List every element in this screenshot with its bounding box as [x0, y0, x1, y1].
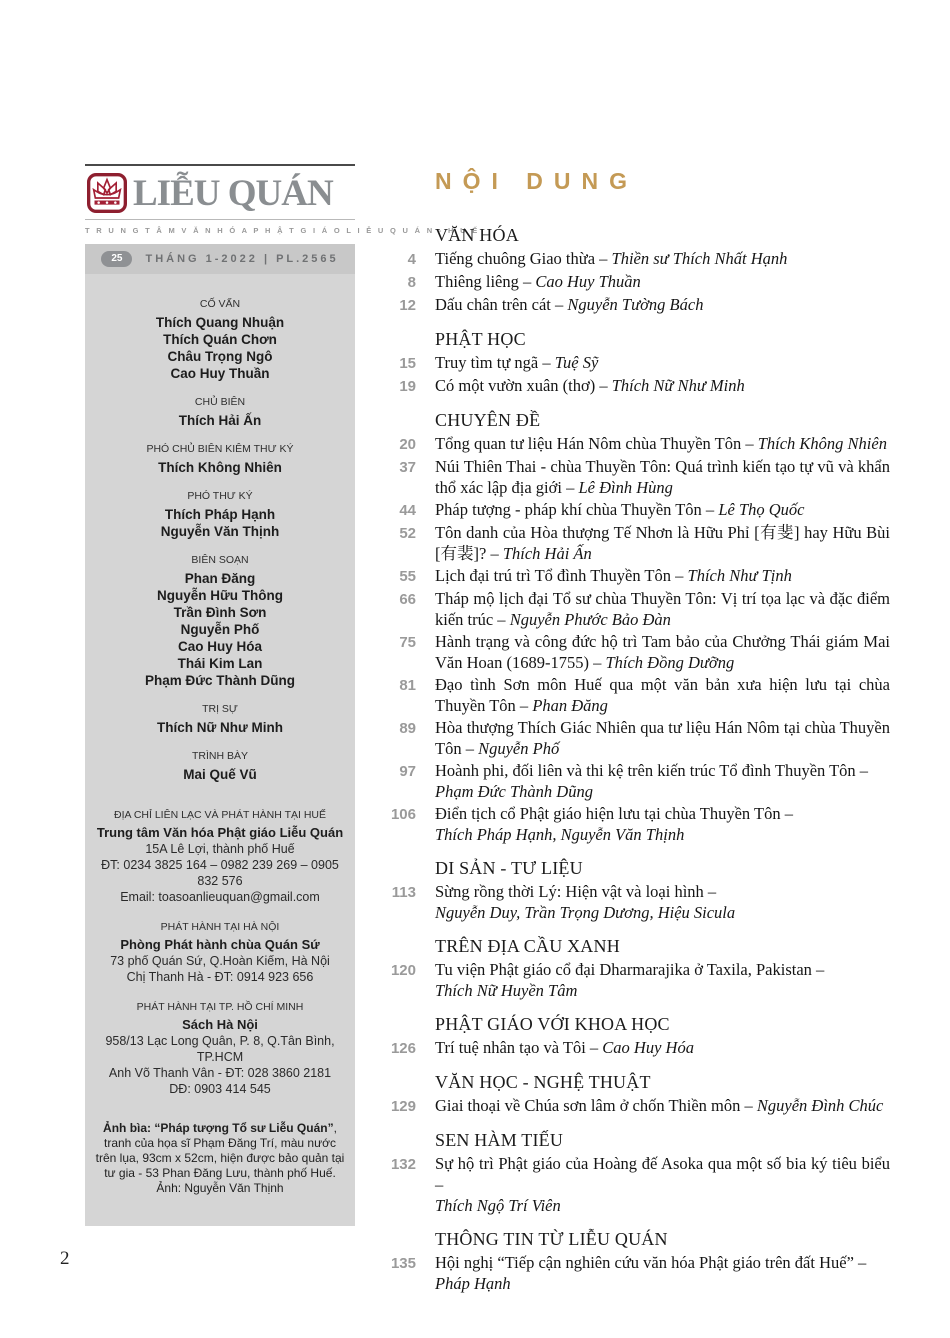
toc-entry-author: Nguyễn Phố [478, 739, 560, 758]
toc-entry [382, 717, 890, 759]
toc-entry-page-number: 89 [399, 720, 416, 737]
toc-entry-author: Nguyễn Đình Chúc [756, 1096, 884, 1115]
contact-line: Email: toasoanlieuquan@gmail.com [120, 890, 320, 904]
contact-label: PHÁT HÀNH TẠI TP. HỒ CHÍ MINH [136, 1001, 304, 1013]
toc-entry-text [435, 271, 890, 293]
toc-entry [382, 1095, 890, 1117]
toc-entry-page-number: 120 [390, 962, 416, 979]
toc-entry-page-number: 15 [399, 355, 416, 372]
toc-entry-author: Phạm Đức Thành Dũng [435, 782, 593, 801]
editorial-person-name: Thích Pháp Hạnh [164, 507, 276, 522]
editorial-person-name: Châu Trọng Ngô [167, 349, 273, 364]
toc-entry-title: Hoành phi, đối liên và thi kệ trên kiến trúc Tổ đình Thuyền Tôn – [435, 761, 869, 780]
toc-entry-page-number: 37 [399, 459, 416, 476]
editorial-group-label: TRỊ SỰ [202, 703, 238, 715]
toc-entry-text [435, 881, 890, 923]
toc-section [382, 410, 890, 845]
editorial-person-name: Thích Nữ Như Minh [156, 720, 284, 735]
toc-entry-title: Tu viện Phật giáo cổ đại Dharmarajika ở Taxila, Pakistan – [435, 960, 825, 979]
magazine-title: LIỄU QUÁN [133, 172, 333, 214]
toc-entry-page-number: 55 [399, 568, 416, 585]
contact-line: 958/13 Lạc Long Quân, P. 8, Q.Tân Bình, TP.HCM [105, 1034, 335, 1064]
toc-entry-author: Phan Đăng [532, 696, 608, 715]
contact-blocks [93, 809, 347, 1097]
editorial-person-name: Cao Huy Hóa [177, 639, 262, 654]
toc-section [382, 858, 890, 923]
toc-entry-title: Tiếng chuông Giao thừa – [435, 249, 608, 268]
toc-entry-author: Nguyễn Tường Bách [567, 295, 704, 314]
toc-entry-text [435, 588, 890, 630]
editorial-person-name: Thích Hải Ấn [178, 413, 262, 428]
contact-org-name: Trung tâm Văn hóa Phật giáo Liễu Quán [96, 825, 344, 840]
toc-entry [382, 499, 890, 521]
toc-entry-text [435, 803, 890, 845]
contact-block [93, 809, 347, 905]
toc-entry-title: Tôn danh của Hòa thượng Tế Nhơn là Hữu Phỉ [有斐] hay Hữu Bùi [有裴]? – [435, 523, 890, 563]
editorial-person-name: Nguyễn Văn Thịnh [160, 524, 280, 539]
toc-entry-author: Thích Nữ Huyền Tâm [435, 981, 578, 1000]
toc-section-heading: TRÊN ĐỊA CẦU XANH [435, 936, 620, 956]
toc-entry-author: Cao Huy Thuần [535, 272, 641, 291]
toc-entry-page-number: 81 [399, 677, 416, 694]
editorial-person-name: Thích Quán Chơn [163, 332, 277, 347]
toc-section [382, 1229, 890, 1294]
toc-entry-page-number: 132 [390, 1156, 416, 1173]
toc-entry [382, 294, 890, 316]
toc-entry-title: Có một vườn xuân (thơ) – [435, 376, 608, 395]
contact-line: 73 phố Quán Sứ, Q.Hoàn Kiếm, Hà Nội [110, 954, 330, 968]
toc-entry-text [435, 375, 890, 397]
toc-entry-title: Dấu chân trên cát – [435, 295, 564, 314]
toc-entry-title: Núi Thiên Thai - chùa Thuyền Tôn: Quá trình kiến tạo tự vũ và khẩn thổ xác lập địa giới – [435, 457, 890, 497]
toc-entry-text [435, 565, 890, 587]
toc-entry-text [435, 1153, 890, 1216]
toc-entry-author: Thích Hải Ấn [502, 544, 592, 563]
toc-entry-page-number: 19 [399, 378, 416, 395]
toc-entry-author: Tuệ Sỹ [554, 353, 599, 372]
toc-entry-page-number: 129 [390, 1098, 416, 1115]
toc-entry-title: Truy tìm tự ngã – [435, 353, 551, 372]
toc-section-heading: SEN HÀM TIẾU [435, 1130, 564, 1150]
toc-entry-text [435, 456, 890, 498]
toc-entry-title: Sự hộ trì Phật giáo của Hoàng đế Asoka qua một số bia ký tiêu biểu – [435, 1154, 890, 1194]
toc-entry [382, 803, 890, 845]
contact-line: ĐT: 0234 3825 164 – 0982 239 269 – 0905 832 576 [101, 858, 339, 888]
toc-entry-author: Thích Như Tịnh [687, 566, 792, 585]
toc-entry-author: Thích Pháp Hạnh, Nguyễn Văn Thịnh [435, 825, 685, 844]
toc-entry-page-number: 135 [390, 1255, 416, 1272]
toc-entry [382, 1252, 890, 1294]
toc-entry-author: Thiền sư Thích Nhất Hạnh [611, 249, 788, 268]
contact-line: Chị Thanh Hà - ĐT: 0914 923 656 [126, 970, 314, 984]
toc-entry-text [435, 1095, 890, 1117]
toc-section-heading: DI SẢN - TƯ LIỆU [435, 858, 583, 878]
contact-line: DĐ: 0903 414 545 [169, 1082, 271, 1096]
toc-entry-title: Điển tịch cổ Phật giáo hiện lưu tại chùa Thuyền Tôn – [435, 804, 793, 823]
toc-entry-text [435, 760, 890, 802]
toc-entry-author: Lê Thọ Quốc [718, 500, 805, 519]
toc-entry-page-number: 8 [407, 274, 416, 291]
toc-entry [382, 271, 890, 293]
toc-section-heading: VĂN HỌC - NGHỆ THUẬT [435, 1072, 651, 1092]
editorial-group-label: PHÓ THƯ KÝ [187, 490, 253, 502]
editorial-person-name: Cao Huy Thuần [170, 366, 270, 381]
toc-entry [382, 1037, 890, 1059]
magazine-tagline: T R U N G T Â M V Ă N H Ó A P H Ậ T G I Á O L I Ễ U Q U Á N - H U Ế [85, 226, 480, 235]
editorial-person-name: Mai Quế Vũ [183, 767, 257, 782]
toc-entry-page-number: 20 [399, 436, 416, 453]
editorial-person-name: Phan Đăng [184, 571, 256, 586]
editorial-group [93, 554, 347, 689]
logo [85, 171, 355, 217]
toc-entry-title: Tháp mộ lịch đại Tổ sư chùa Thuyền Tôn: Vị trí tọa lạc và đặc điểm kiến trúc – [435, 589, 890, 629]
contact-label: ĐỊA CHỈ LIÊN LẠC VÀ PHÁT HÀNH TẠI HUẾ [114, 809, 326, 821]
contents-title: NỘI DUNG [435, 168, 638, 194]
contact-line: Anh Võ Thanh Vân - ĐT: 028 3860 2181 [108, 1066, 332, 1080]
cover-caption-bold: Ảnh bìa: “Pháp tượng Tổ sư Liễu Quán” [103, 1121, 334, 1135]
toc-section [382, 936, 890, 1001]
cover-caption-rest: , tranh của họa sĩ Phạm Đăng Trí, màu nước trên lụa, 93cm x 52cm, hiện được bảo quản tại tư gia - 53 Phan Đăng Lưu, thành phố Huế. Ảnh: Nguyễn Văn Thịnh [95, 1121, 345, 1195]
toc-entry-text [435, 499, 890, 521]
toc-entry-page-number: 126 [390, 1040, 416, 1057]
editorial-person-name: Phạm Đức Thành Dũng [144, 673, 296, 688]
toc-entry [382, 760, 890, 802]
toc-entry-text [435, 294, 890, 316]
toc-entry-text [435, 674, 890, 716]
cover-caption [93, 1121, 347, 1196]
issue-strip [85, 244, 355, 274]
toc-entry-title: Đạo tình Sơn môn Huế qua một văn bản xưa hiện lưu tại chùa Thuyền Tôn – [435, 675, 890, 715]
toc-entry-page-number: 44 [399, 502, 416, 519]
toc-entry-title: Hành trạng và công đức hộ trì Tam bảo của Chưởng Thái giám Mai Văn Hoan (1689-1755) – [435, 632, 890, 672]
toc-section-heading: VĂN HÓA [435, 225, 519, 245]
contact-org-name: Sách Hà Nội [182, 1017, 258, 1032]
editorial-group-label: BIÊN SOẠN [191, 554, 249, 566]
editorial-group [93, 750, 347, 783]
contact-org-name: Phòng Phát hành chùa Quán Sứ [120, 937, 320, 952]
contents-sections [382, 225, 890, 1294]
toc-entry [382, 248, 890, 270]
toc-entry-title: Trí tuệ nhân tạo và Tôi – [435, 1038, 599, 1057]
toc-entry-page-number: 4 [407, 251, 416, 268]
contact-block [93, 1001, 347, 1097]
toc-entry [382, 456, 890, 498]
toc-section-heading: PHẬT HỌC [435, 329, 526, 349]
toc-entry-title: Sừng rồng thời Lý: Hiện vật và loại hình – [435, 882, 717, 901]
toc-entry-page-number: 12 [399, 297, 416, 314]
page-number: 2 [60, 1248, 70, 1269]
toc-entry-page-number: 75 [399, 634, 416, 651]
toc-section [382, 1130, 890, 1216]
editorial-person-name: Nguyễn Phố [180, 622, 260, 637]
editorial-group-label: TRÌNH BÀY [191, 750, 248, 762]
editorial-group [93, 298, 347, 382]
toc-entry [382, 674, 890, 716]
toc-entry-page-number: 106 [390, 806, 416, 823]
toc-entry-text [435, 352, 890, 374]
toc-entry-title: Tổng quan tư liệu Hán Nôm chùa Thuyền Tôn – [435, 434, 754, 453]
lotus-icon [87, 173, 127, 213]
contact-block [93, 921, 347, 985]
sidebar-body [85, 274, 355, 1226]
toc-entry-text [435, 1252, 890, 1294]
toc-entry-page-number: 52 [399, 525, 416, 542]
toc-entry-author: Cao Huy Hóa [602, 1038, 694, 1057]
editorial-group [93, 703, 347, 736]
editorial-group-label: PHÓ CHỦ BIÊN KIÊM THƯ KÝ [146, 443, 294, 455]
toc-entry [382, 352, 890, 374]
editorial-group-label: CỐ VẤN [199, 298, 241, 310]
toc-entry-page-number: 66 [399, 591, 416, 608]
toc-entry [382, 433, 890, 455]
editorial-group-label: CHỦ BIÊN [194, 396, 246, 408]
toc-entry-text [435, 248, 890, 270]
toc-entry-title: Giai thoại về Chúa sơn lâm ở chốn Thiền môn – [435, 1096, 753, 1115]
toc-section [382, 1014, 890, 1059]
issue-number-badge: 25 [101, 251, 132, 267]
editorial-person-name: Nguyễn Hữu Thông [156, 588, 283, 603]
toc-entry-author: Nguyễn Phước Bảo Đàn [509, 610, 671, 629]
toc-entry-title: Hòa thượng Thích Giác Nhiên qua tư liệu Hán Nôm tại chùa Thuyền Tôn – [435, 718, 890, 758]
toc-entry-title: Lịch đại trú trì Tổ đình Thuyền Tôn – [435, 566, 684, 585]
toc-entry-text [435, 1037, 890, 1059]
toc-entry-title: Pháp tượng - pháp khí chùa Thuyền Tôn – [435, 500, 715, 519]
toc-entry-author: Thích Nữ Như Minh [611, 376, 745, 395]
toc-entry-text [435, 959, 890, 1001]
toc-section-heading: PHẬT GIÁO VỚI KHOA HỌC [435, 1014, 670, 1034]
toc-entry-author: Lê Đình Hùng [578, 478, 673, 497]
toc-entry-author: Pháp Hạnh [435, 1274, 511, 1293]
editorial-group [93, 490, 347, 540]
toc-entry-author: Thích Ngộ Trí Viên [435, 1196, 561, 1215]
toc-entry-author: Nguyễn Duy, Trần Trọng Dương, Hiệu Sicula [435, 903, 736, 922]
masthead [85, 164, 480, 244]
editorial-board [93, 298, 347, 783]
toc-section [382, 1072, 890, 1117]
toc-entry-author: Thích Không Nhiên [757, 434, 887, 453]
editorial-group [93, 443, 347, 476]
editorial-group [93, 396, 347, 429]
toc-section-heading: THÔNG TIN TỪ LIỄU QUÁN [435, 1229, 668, 1249]
toc-entry [382, 522, 890, 564]
toc-entry [382, 881, 890, 923]
issue-date-text: THÁNG 1-2022 | PL.2565 [145, 253, 339, 265]
toc-entry-author: Thích Đồng Dưỡng [605, 653, 735, 672]
toc-entry-text [435, 631, 890, 673]
editorial-person-name: Trần Đình Sơn [173, 605, 267, 620]
toc-entry [382, 959, 890, 1001]
toc-entry-page-number: 113 [391, 884, 416, 901]
toc-entry-title: Hội nghị “Tiếp cận nghiên cứu văn hóa Phật giáo trên đất Huế” – [435, 1253, 867, 1272]
toc-entry-title: Thiêng liêng – [435, 272, 532, 291]
toc-entry-text [435, 433, 890, 455]
toc-section-heading: CHUYÊN ĐỀ [435, 410, 541, 430]
toc-entry [382, 1153, 890, 1216]
editorial-person-name: Thái Kim Lan [177, 656, 263, 671]
toc-entry-page-number: 97 [399, 763, 416, 780]
editorial-person-name: Thích Không Nhiên [158, 460, 282, 475]
toc-entry [382, 588, 890, 630]
toc-entry [382, 375, 890, 397]
toc-entry [382, 631, 890, 673]
toc-entry [382, 565, 890, 587]
contact-line: 15A Lê Lợi, thành phố Huế [145, 842, 295, 856]
toc-entry-text [435, 717, 890, 759]
table-of-contents [382, 168, 890, 1307]
toc-entry-text [435, 522, 890, 564]
editorial-person-name: Thích Quang Nhuận [155, 315, 285, 330]
contact-label: PHÁT HÀNH TẠI HÀ NỘI [160, 921, 280, 933]
toc-section [382, 329, 890, 397]
toc-section [382, 225, 890, 316]
